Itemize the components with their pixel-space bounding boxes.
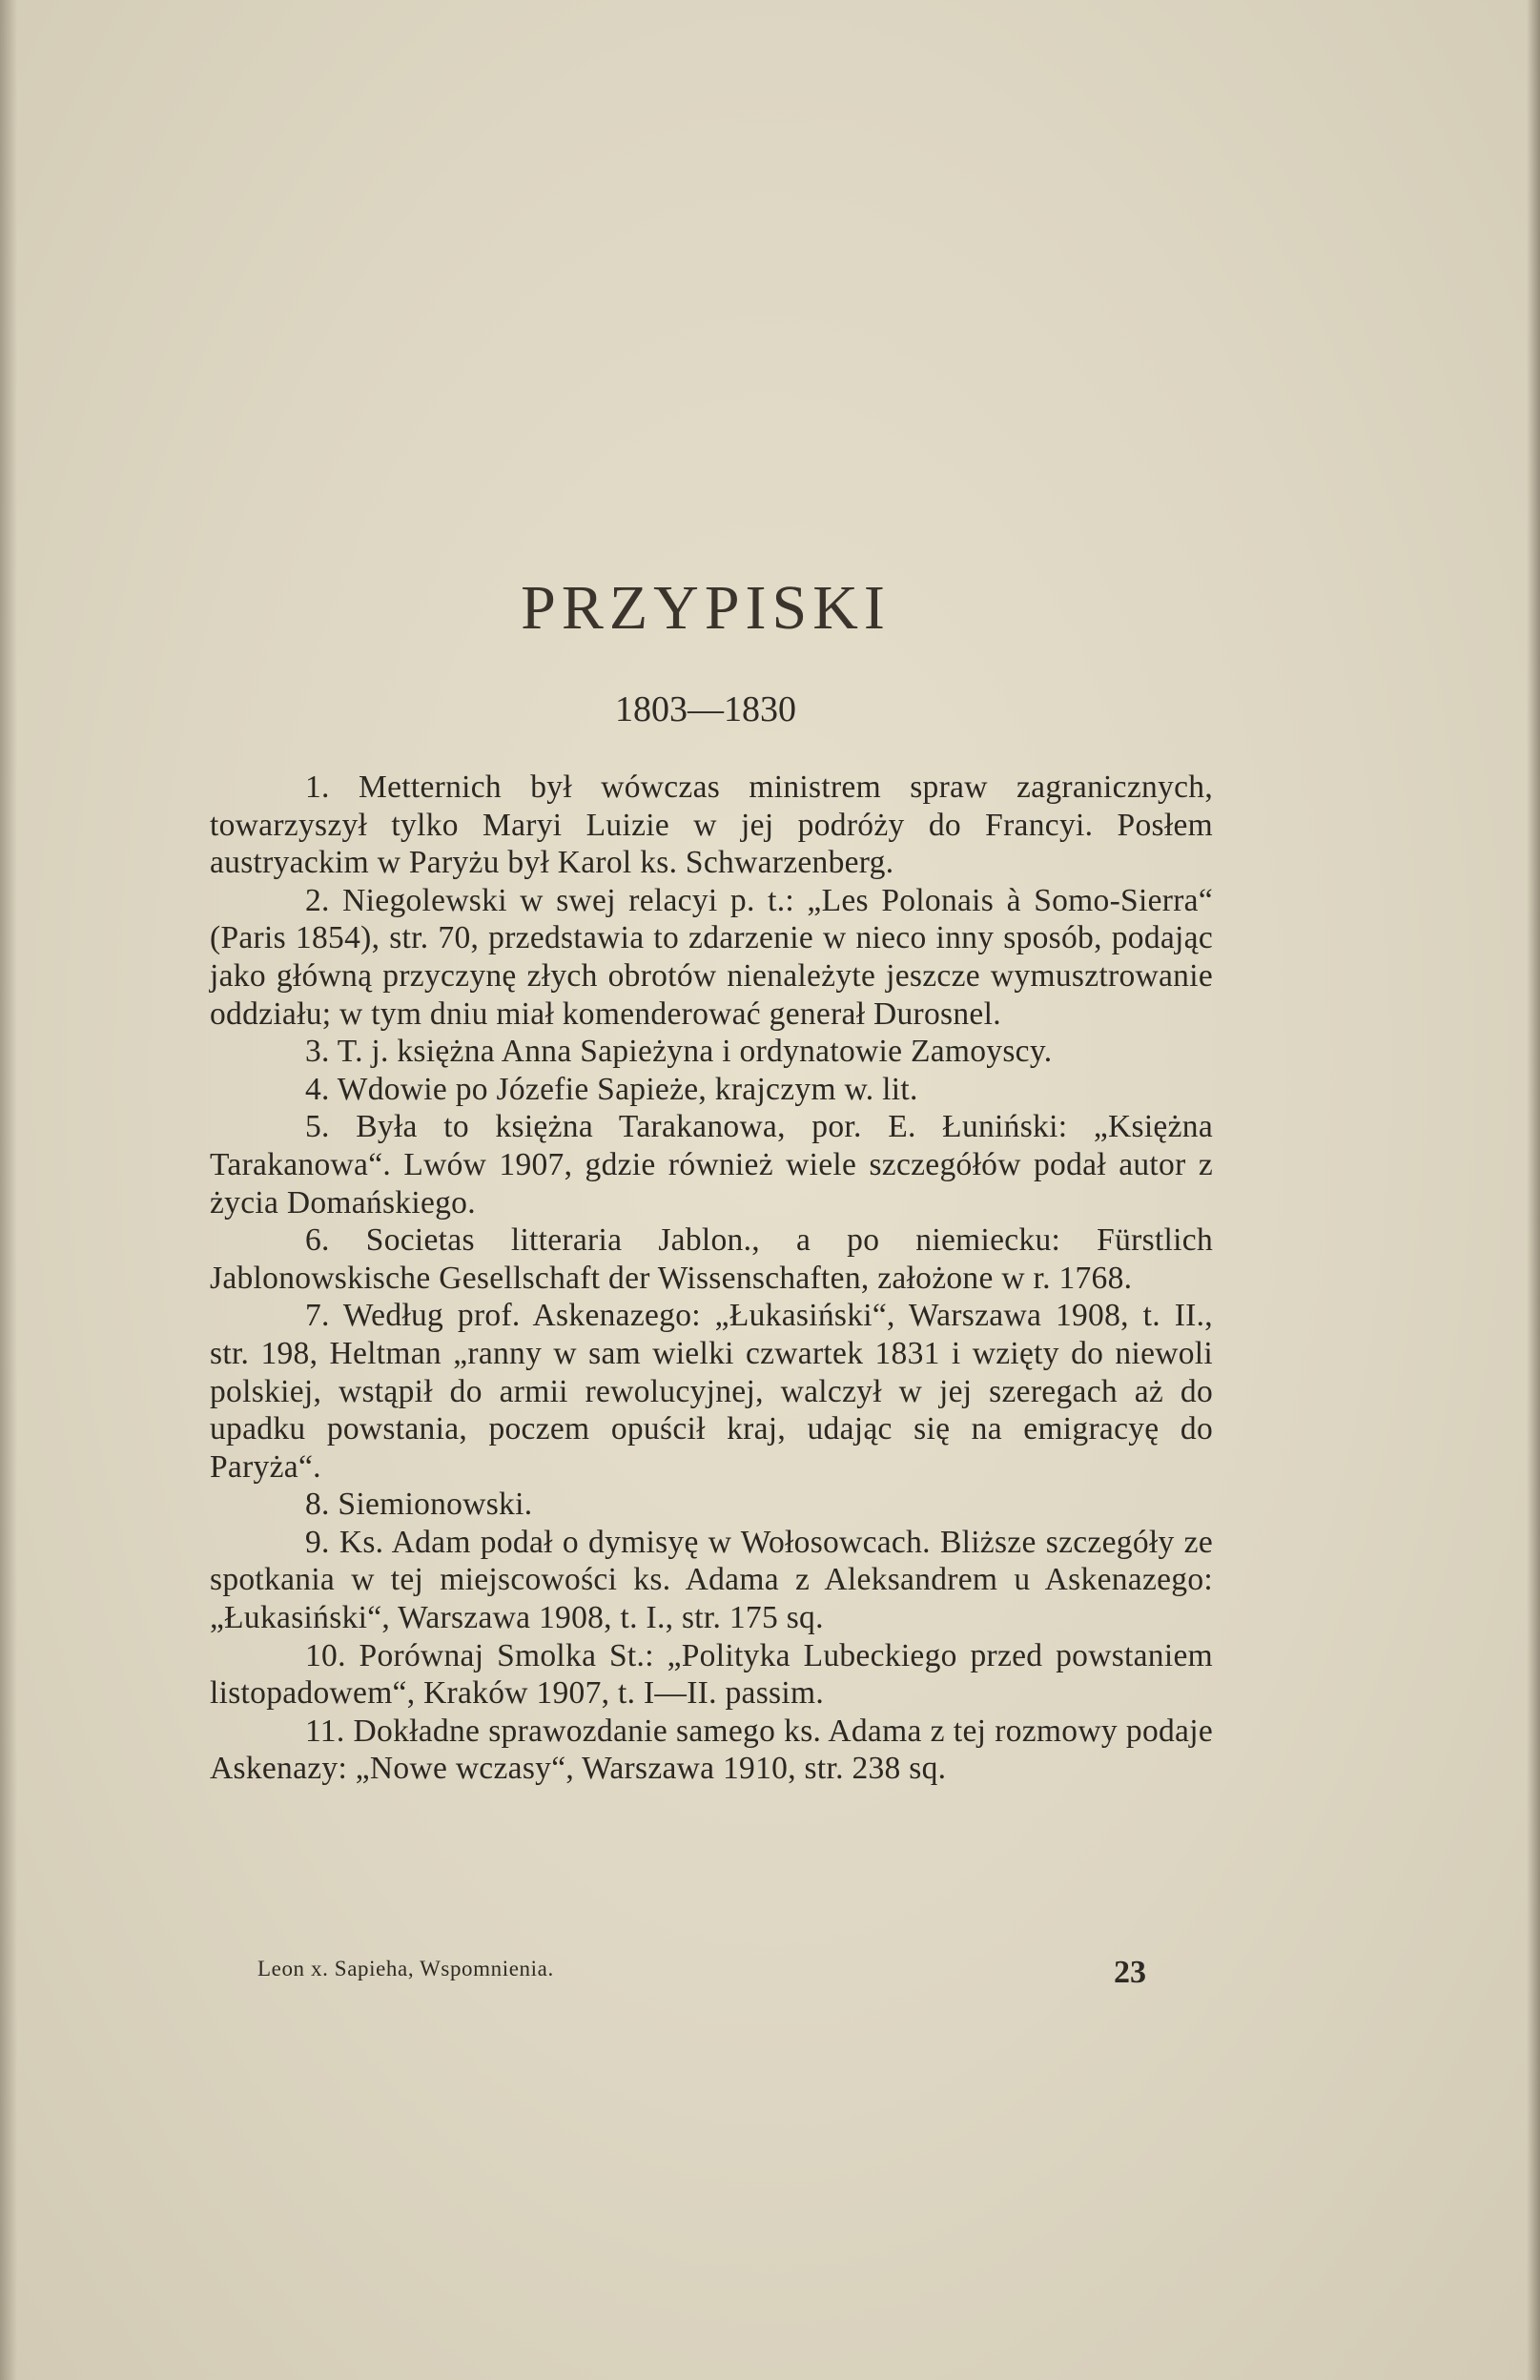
footnotes-list [210, 769, 1213, 1788]
footer-sheet-number: 23 [1114, 1955, 1146, 1990]
footnote-2: 2. Niegolewski w swej relacyi p. t.: „Les Polonais à Somo-Sierra“ (Paris 1854), str. 70, przedstawia to zdarzenie w nieco inny sposób, podając jako główną przyczynę złych obrotów nienależyte jeszcze wymusztrowanie oddziału; w tym dniu miał komenderować generał Durosnel. [210, 882, 1213, 1032]
page-title: PRZYPISKI [521, 573, 891, 643]
footer-signature: Leon x. Sapieha, Wspomnienia. [257, 1957, 554, 1980]
page-left-edge-shadow [0, 0, 17, 2380]
page-subtitle-years: 1803—1830 [615, 689, 796, 729]
footnote-3: 3. T. j. księżna Anna Sapieżyna i ordynatowie Zamoyscy. [305, 1034, 1053, 1070]
footnote-6: 6. Societas litteraria Jablon., a po niemiecku: Fürstlich Jablonowskische Gesellschaft der Wissenschaften, założone w r. 1768. [210, 1222, 1213, 1296]
footnote-4: 4. Wdowie po Józefie Sapieże, krajczym w. lit. [305, 1071, 918, 1107]
footnote-5: 5. Była to księżna Tarakanowa, por. E. Łuniński: „Księżna Tarakanowa“. Lwów 1907, gdzie również wiele szczegółów podał autor z życia Domańskiego. [210, 1109, 1213, 1221]
page-right-edge-shadow [1527, 0, 1540, 2380]
footnote-8: 8. Siemionowski. [305, 1487, 533, 1523]
footnote-10: 10. Porównaj Smolka St.: „Polityka Lubeckiego przed powstaniem listopadowem“, Kraków 1907, t. I—II. passim. [210, 1637, 1213, 1712]
footnote-7: 7. Według prof. Askenazego: „Łukasiński“, Warszawa 1908, t. II., str. 198, Heltman „ranny w sam wielki czwartek 1831 i wzięty do niewoli polskiej, wstąpił do armii rewolucyjnej, walczył w jej szeregach aż do upadku powstania, poczem opuścił kraj, udając się na emigracyę do Paryża“. [210, 1298, 1213, 1485]
footnote-1: 1. Metternich był wówczas ministrem spraw zagranicznych, towarzyszył tylko Maryi Luizie w jej podróży do Francyi. Posłem austryackim w Paryżu był Karol ks. Schwarzenberg. [210, 769, 1213, 881]
footnote-11: 11. Dokładne sprawozdanie samego ks. Adama z tej rozmowy podaje Askenazy: „Nowe wczasy“, Warszawa 1910, str. 238 sq. [210, 1713, 1213, 1787]
footnote-9: 9. Ks. Adam podał o dymisyę w Wołosowcach. Bliższe szczegóły ze spotkania w tej miejscowości ks. Adama z Aleksandrem u Askenazego: „Łukasiński“, Warszawa 1908, t. I., str. 175 sq. [210, 1524, 1213, 1636]
